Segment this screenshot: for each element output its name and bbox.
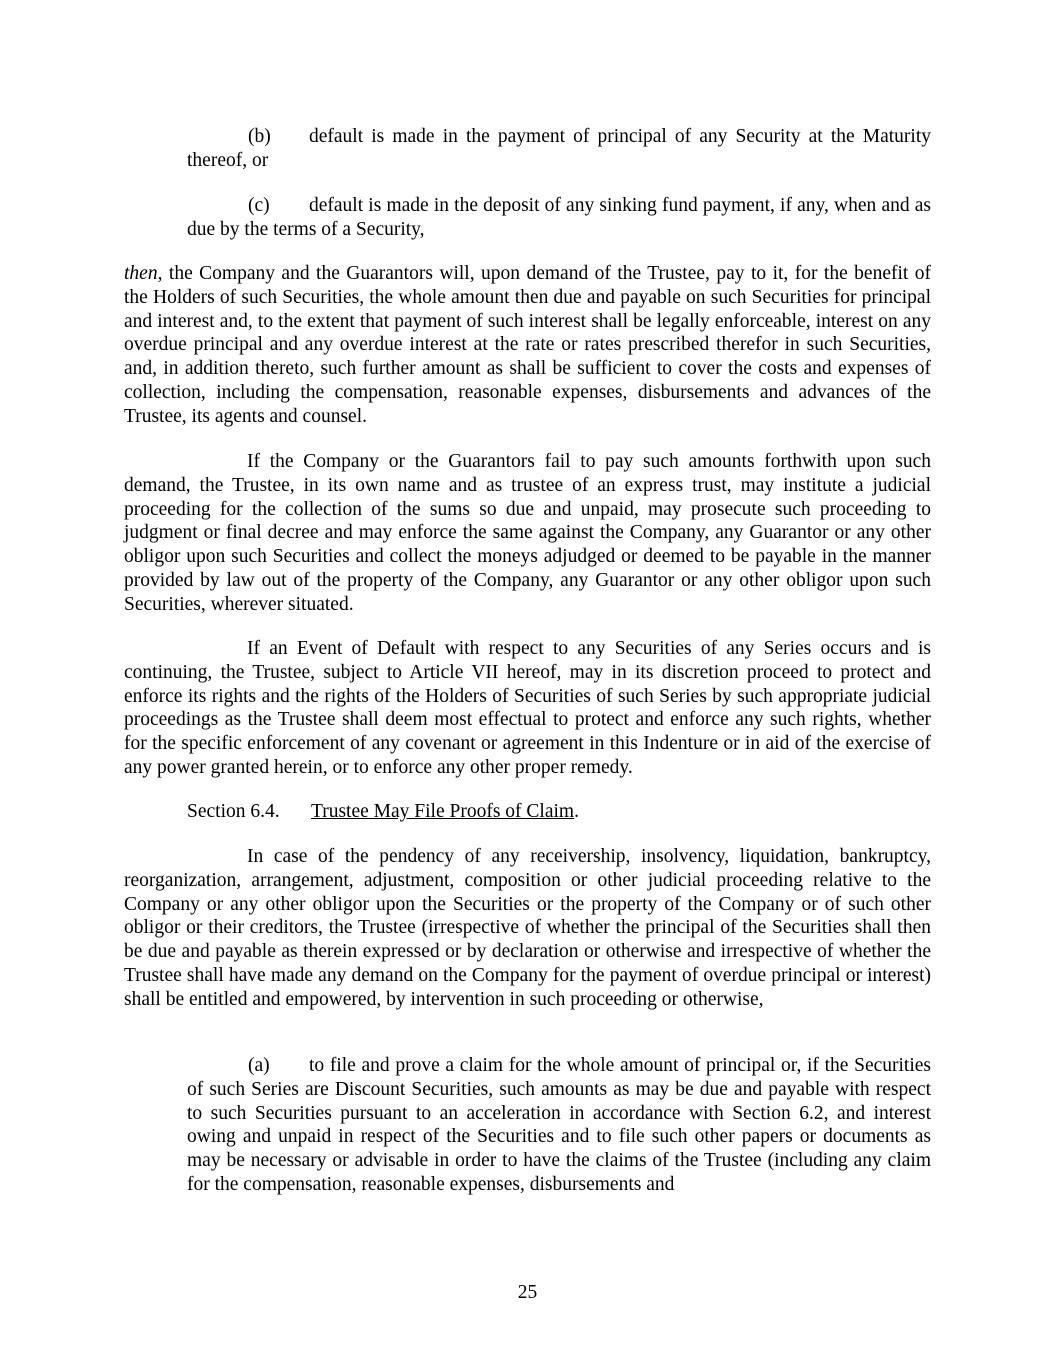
- item-label: (c): [248, 195, 270, 216]
- item-label: (b): [248, 126, 271, 147]
- section-heading: [187, 800, 931, 824]
- list-item-a: [187, 1054, 931, 1197]
- then-lead: then,: [124, 263, 163, 284]
- then-paragraph: [124, 262, 931, 429]
- item-label: (a): [248, 1055, 270, 1076]
- page-number: 25: [517, 1282, 538, 1303]
- item-text: default is made in the payment of principal of any Security at the Maturity thereof, or: [187, 126, 931, 171]
- section-title: Trustee May File Proofs of Claim: [311, 801, 575, 822]
- item-text: default is made in the deposit of any sinking fund payment, if any, when and as due by the terms of a Security,: [187, 195, 931, 240]
- paragraph-text: If the Company or the Guarantors fail to pay such amounts forthwith upon such demand, the Trustee, in its own name and as trustee of an express trust, may institute a judicial proceeding for the collection of the sums so due and unpaid, may prosecute such proceeding to judgment or final decree and may enforce the same against the Company, any Guarantor or any other obligor upon such Securities and collect the moneys adjudged or deemed to be payable in the manner provided by law out of the property of the Company, any Guarantor or any other obligor upon such Securities, wherever situated.: [124, 451, 931, 615]
- paragraph-failure-to-pay: [124, 450, 931, 617]
- list-item-c: [187, 194, 931, 242]
- item-text: to file and prove a claim for the whole amount of principal or, if the Securities of such Series are Discount Securities, such amounts as may be due and payable with respect to such Securities pursuant to an acceleration in accordance with Section 6.2, and interest owing and unpaid in respect of the Securities and to file such other papers or documents as may be necessary or advisable in order to have the claims of the Trustee (including any claim for the compensation, reasonable expenses, disbursements and: [187, 1055, 931, 1195]
- section-title-period: .: [574, 801, 579, 822]
- then-text: the Company and the Guarantors will, upon demand of the Trustee, pay to it, for the benefit of the Holders of such Securities, the whole amount then due and payable on such Securities for principal and interest and, to the extent that payment of such interest shall be legally enforceable, interest on any overdue principal and any overdue interest at the rate or rates prescribed therefor in such Securities, and, in addition thereto, such further amount as shall be sufficient to cover the costs and expenses of collection, including the compensation, reasonable expenses, disbursements and advances of the Trustee, its agents and counsel.: [124, 263, 931, 427]
- list-item-b: [187, 125, 931, 173]
- paragraph-pendency: [124, 845, 931, 1012]
- paragraph-text: If an Event of Default with respect to any Securities of any Series occurs and is continuing, the Trustee, subject to Article VII hereof, may in its discretion proceed to protect and enforce its rights and the rights of the Holders of Securities of such Series by such appropriate judicial proceedings as the Trustee shall deem most effectual to protect and enforce any such rights, whether for the specific enforcement of any covenant or agreement in this Indenture or in aid of the exercise of any power granted herein, or to enforce any other proper remedy.: [124, 638, 931, 778]
- section-number: Section 6.4.: [187, 801, 280, 822]
- paragraph-event-of-default: [124, 637, 931, 780]
- paragraph-text: In case of the pendency of any receivership, insolvency, liquidation, bankruptcy, reorganization, arrangement, adjustment, composition or other judicial proceeding relative to the Company or any other obligor upon the Securities or the property of the Company or of such other obligor or their creditors, the Trustee (irrespective of whether the principal of the Securities shall then be due and payable as therein expressed or by declaration or otherwise and irrespective of whether the Trustee shall have made any demand on the Company for the payment of overdue principal or interest) shall be entitled and empowered, by intervention in such proceeding or otherwise,: [124, 846, 931, 1010]
